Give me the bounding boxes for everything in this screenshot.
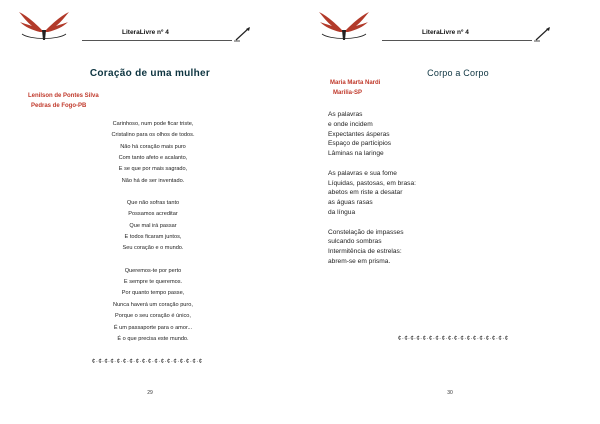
poem-line: Possamos acreditar [128, 211, 178, 218]
poem-line: Cristalino para os olhos de todos. [111, 132, 195, 139]
stanza [58, 198, 248, 255]
poem-line: É o que precisa este mundo. [117, 335, 189, 342]
poem-line: Que não sofras tanto [126, 200, 180, 207]
page-number [300, 390, 600, 396]
poem-line: Carinhoso, num pode ficar triste, [112, 121, 194, 127]
poem-line: Por quanto tempo passe, [121, 290, 185, 297]
header-rule [382, 40, 532, 41]
poem-line: Constelação de impasses [328, 228, 404, 236]
poem-line: Com tanto afeto e acalanto, [118, 155, 188, 162]
poem-line: Espaço de partícipios [328, 140, 392, 148]
poem-line: Intermitência de estrelas: [328, 248, 402, 256]
page-number-text: 29 [147, 390, 153, 396]
poem-line: e onde incidem [328, 120, 373, 128]
stanza [328, 169, 528, 218]
stanza [58, 119, 248, 187]
page-number [0, 390, 300, 396]
poem-title-text: Corpo a Corpo [427, 68, 489, 78]
quill-pen-icon [534, 26, 552, 42]
ornament-divider: ¢·¢∙¢∙¢·¢·¢·¢·¢·¢∙¢·¢·¢·¢·¢·¢·¢·¢·¢ [398, 336, 509, 342]
poem-line: As palavras [328, 111, 363, 118]
poem-line: da língua [328, 208, 356, 216]
poem-line: Não há coração mais puro [120, 143, 186, 150]
publication-header: LiteraLivre nº 4 [122, 29, 169, 36]
author-name: Lenilson de Pontes Silva [28, 93, 99, 99]
poem-line: Porque o seu coração é único, [115, 313, 191, 320]
winged-emblem-icon [318, 10, 370, 44]
poem-line: E todos ficaram juntos, [124, 234, 182, 241]
author-block [28, 92, 99, 111]
header-rule [82, 40, 232, 41]
poem-line: Que mal irá passar [129, 222, 177, 229]
author-name: Maria Marta Nardi [330, 80, 381, 86]
quill-pen-icon [234, 26, 252, 42]
poem-title [300, 68, 600, 78]
poem-line: abetos em riste a desatar [328, 189, 403, 197]
poem-line: Expectantes ásperas [328, 130, 390, 138]
author-block [330, 79, 380, 98]
poem-line: Nunca haverá um coração puro, [113, 301, 193, 308]
poem-line: Seu coração e o mundo. [122, 245, 184, 252]
stanza [328, 228, 528, 267]
poem-line: É um passaporte para o amor... [113, 324, 193, 331]
poem-line: E se que por mais sagrado, [118, 166, 188, 173]
poem-title: Coração de uma mulher [89, 68, 211, 79]
poem-line: Não há de ser inventado. [121, 177, 185, 184]
poem-body [58, 119, 248, 356]
page-number-text: 30 [447, 390, 453, 396]
poem-body [328, 110, 528, 277]
poem-line: E sempre te queremos. [123, 279, 183, 286]
publication-header: LiteraLivre nº 4 [422, 29, 469, 36]
right-page [300, 0, 600, 424]
poem-line: sulcando sombras [328, 238, 382, 246]
stanza [328, 110, 528, 159]
author-place: Pedras de Fogo-PB [31, 102, 87, 109]
winged-emblem-icon [18, 10, 70, 44]
author-place: Marilia-SP [333, 89, 363, 96]
stanza [58, 266, 248, 345]
poem-line: Queremos-te por perto [124, 267, 182, 274]
poem-line: As palavras e sua fome [328, 169, 397, 177]
ornament-divider: ¢·¢∙¢∙¢·¢·¢·¢·¢·¢∙¢·¢·¢·¢·¢·¢·¢·¢·¢ [92, 359, 203, 365]
poem-line: abrem-se em prisma. [328, 257, 391, 265]
poem-line: Lâminas na laringe [328, 150, 384, 158]
poem-line: Líquidas, pastosas, em brasa: [328, 179, 416, 187]
poem-line: as águas rasas [328, 199, 373, 207]
